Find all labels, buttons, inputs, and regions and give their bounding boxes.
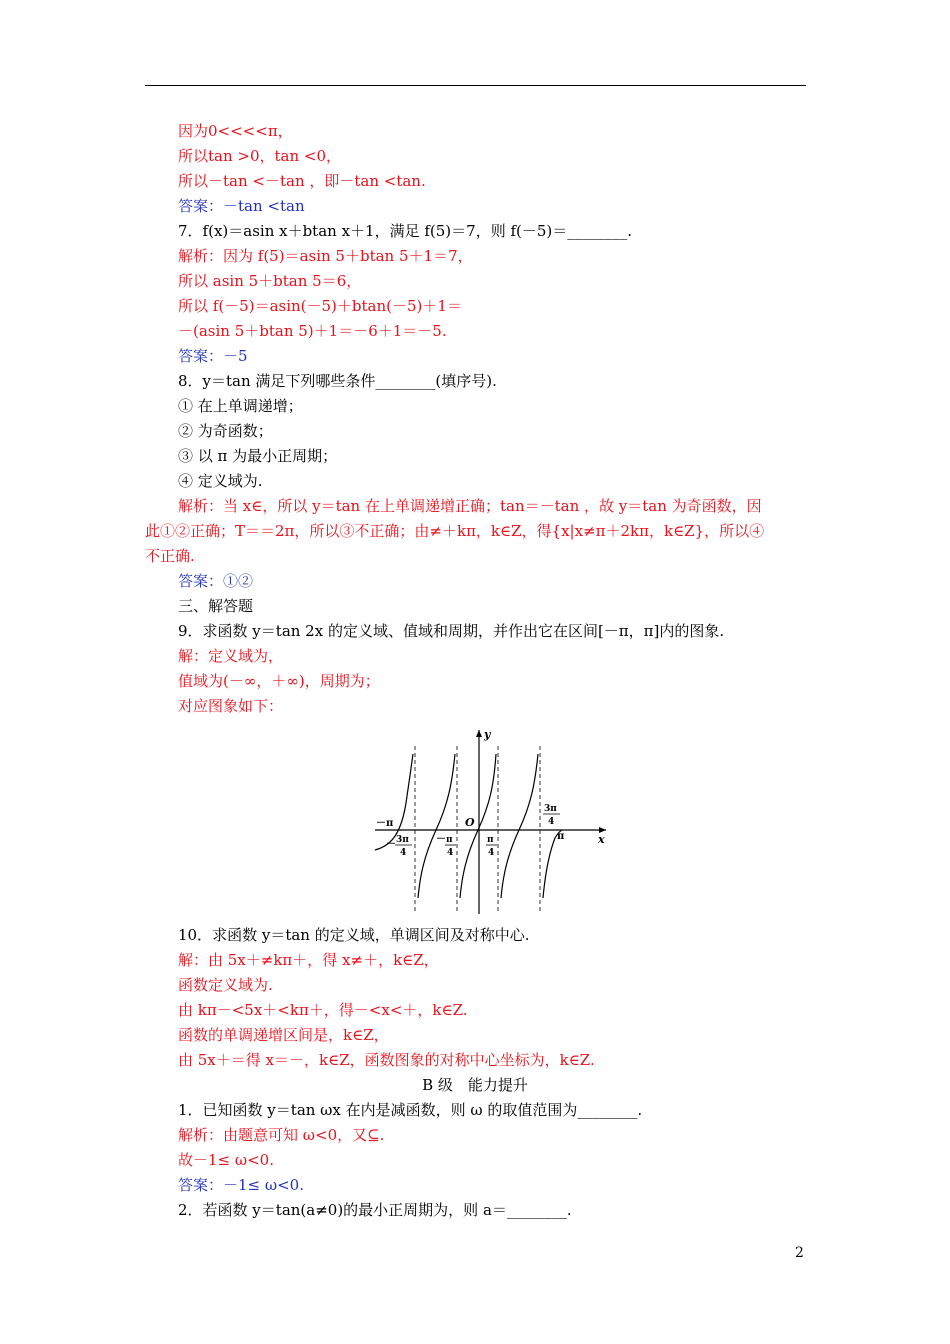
- tan-branch-4: [501, 754, 538, 898]
- text-line: 所以 asin 5＋btan 5＝6，: [178, 272, 362, 290]
- text-line: 此①②正确；T＝＝2π，所以③不正确；由≠＋kπ，k∈Z，得{x|x≠π＋2kπ，k∈Z}，所以④: [145, 522, 765, 540]
- page-number: 2: [795, 1245, 804, 1261]
- text-line: 函数的单调递增区间是，k∈Z，: [178, 1026, 389, 1044]
- text-line: 10．求函数 y＝tan 的定义域，单调区间及对称中心.: [178, 926, 530, 944]
- text-line: 答案：①②: [178, 572, 254, 590]
- text-line: 解析：当 x∈，所以 y＝tan 在上单调递增正确；tan＝－tan ，故 y＝tan 为奇函数，因: [178, 497, 762, 515]
- y-axis-label: y: [484, 728, 491, 741]
- pi-label: π: [557, 831, 565, 842]
- text-line: 解：定义域为，: [178, 647, 284, 665]
- text-line: 由 5x＋＝得 x＝－，k∈Z，函数图象的对称中心坐标为，k∈Z.: [178, 1051, 595, 1069]
- text-line: 函数定义域为.: [178, 976, 273, 994]
- text-line: ③ 以 π 为最小正周期；: [178, 447, 338, 465]
- y-axis-arrow: [476, 730, 482, 737]
- neg-pi4-num-label: π: [446, 835, 453, 845]
- x-axis-label: x: [598, 833, 605, 846]
- pi4-num-label: π: [487, 835, 494, 845]
- tan-branch-2: [418, 754, 455, 898]
- text-line: 8．y＝tan 满足下列哪些条件________(填序号).: [178, 372, 497, 390]
- text-line: 故－1≤ ω<0.: [178, 1151, 274, 1169]
- text-line: －(asin 5＋btan 5)＋1＝－6＋1＝－5.: [178, 322, 447, 340]
- header-rule: [145, 85, 806, 86]
- text-line: 值域为(－∞，＋∞)，周期为；: [178, 672, 380, 690]
- text-line: 9．求函数 y＝tan 2x 的定义域、值域和周期，并作出它在区间[－π，π]内的图象.: [178, 622, 725, 640]
- text-line: ④ 定义域为.: [178, 472, 263, 490]
- 3pi4-den-label: 4: [548, 817, 555, 827]
- text-line: 所以－tan <－tan ，即－tan <tan.: [178, 172, 426, 190]
- text-line: 解：由 5x＋≠kπ＋，得 x≠＋，k∈Z，: [178, 951, 439, 969]
- neg-3pi-den-label: 4: [400, 848, 407, 858]
- neg-3pi-num-label: 3π: [396, 835, 409, 845]
- text-line: 2．若函数 y＝tan(a≠0)的最小正周期为，则 a＝________.: [178, 1201, 572, 1219]
- text-line: 所以 f(－5)＝asin(－5)＋btan(－5)＋1＝: [178, 297, 462, 315]
- text-line: 答案：－5: [178, 347, 248, 365]
- neg-pi-label: －π: [376, 818, 394, 829]
- text-line: 由 kπ－<5x＋<kπ＋，得－<x<＋，k∈Z.: [178, 1001, 468, 1019]
- text-line: 7．f(x)＝asin x＋btan x＋1，满足 f(5)＝7，则 f(－5)＝________.: [178, 222, 633, 240]
- text-line: 答案：－1≤ ω<0.: [178, 1176, 304, 1194]
- neg-sign-label-2: －: [436, 834, 446, 845]
- origin-label: O: [465, 816, 475, 829]
- neg-pi4-den-label: 4: [447, 848, 454, 858]
- pi4-den-label: 4: [488, 848, 495, 858]
- text-line: 1．已知函数 y＝tan ωx 在内是减函数，则 ω 的取值范围为________.: [178, 1101, 643, 1119]
- text-line: ② 为奇函数；: [178, 422, 273, 440]
- text-line: 所以tan >0，tan <0，: [178, 147, 342, 165]
- text-line: 三、解答题: [178, 597, 254, 615]
- text-line: 解析：由题意可知 ω<0，又⊆.: [178, 1126, 385, 1144]
- text-line: 不正确.: [145, 547, 195, 565]
- text-line: 对应图象如下：: [178, 697, 284, 715]
- 3pi4-num-label: 3π: [544, 804, 557, 814]
- neg-sign-label: －: [386, 839, 396, 850]
- text-line: 因为0<<<<π，: [178, 122, 293, 140]
- text-line: ① 在上单调递增；: [178, 397, 303, 415]
- text-line: B 级 能力提升: [422, 1076, 528, 1094]
- text-line: 解析：因为 f(5)＝asin 5＋btan 5＋1＝7，: [178, 247, 473, 265]
- text-line: 答案：－tan <tan: [178, 197, 305, 215]
- tan-graph: [370, 726, 610, 916]
